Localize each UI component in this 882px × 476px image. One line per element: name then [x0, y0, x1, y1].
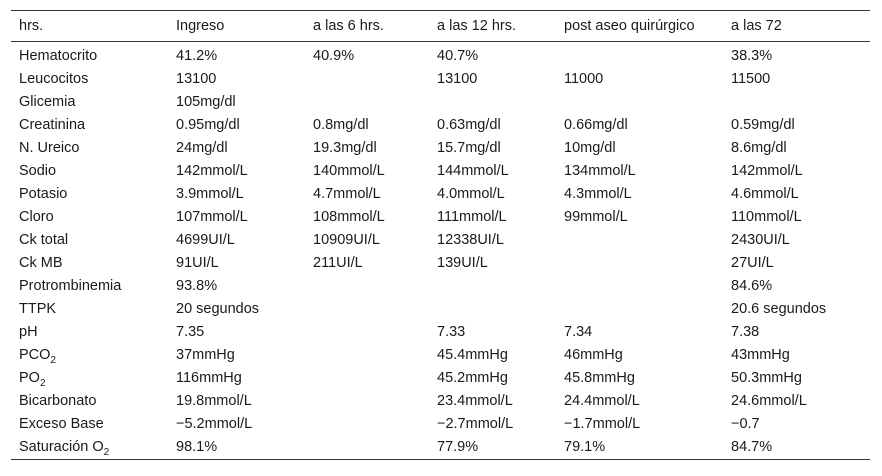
table-cell: 19.3mg/dl [313, 140, 377, 156]
table-cell: 0.63mg/dl [437, 117, 501, 133]
table-cell: 4.6mmol/L [731, 186, 799, 202]
table-cell: 13100 [437, 71, 478, 87]
row-label-text: Leucocitos [19, 71, 89, 87]
table-cell: 0.59mg/dl [731, 117, 795, 133]
row-label [11, 206, 176, 229]
row-label [11, 321, 176, 344]
table-cell: 7.38 [731, 324, 760, 340]
row-label-text: Protrombinemia [19, 278, 122, 294]
table-cell: 140mmol/L [313, 163, 385, 179]
column-header-72: a las 72 [731, 17, 782, 34]
table-cell: 27UI/L [731, 255, 774, 271]
table-cell [313, 321, 437, 344]
row-label [11, 390, 176, 413]
table-row [11, 367, 870, 390]
table-row [11, 390, 870, 413]
table-cell: 91UI/L [176, 255, 219, 271]
table-cell: 77.9% [437, 439, 479, 455]
table-cell [564, 298, 731, 321]
table-cell: 24.4mmol/L [564, 393, 640, 409]
table-cell: 45.4mmHg [437, 347, 508, 363]
table-row [11, 413, 870, 436]
row-label-text: Hematocrito [19, 48, 98, 64]
column-header-hrs: hrs. [19, 17, 44, 34]
row-label [11, 344, 176, 367]
table-cell: 0.66mg/dl [564, 117, 628, 133]
table-cell: 20.6 segundos [731, 301, 827, 317]
table-row [11, 206, 870, 229]
table-row [11, 114, 870, 137]
column-header-post-aseo: post aseo quirúrgico [564, 17, 695, 34]
row-label [11, 413, 176, 436]
table-cell [564, 252, 731, 275]
table-cell [313, 367, 437, 390]
table-cell: 23.4mmol/L [437, 393, 513, 409]
table-cell [313, 390, 437, 413]
row-label-text: Cloro [19, 209, 54, 225]
table-cell: 15.7mg/dl [437, 140, 501, 156]
table-cell: 46mmHg [564, 347, 623, 363]
table-cell: 84.7% [731, 439, 773, 455]
table-cell [437, 275, 564, 298]
table-cell [564, 229, 731, 252]
row-label-text: Exceso Base [19, 416, 104, 432]
row-label-text: TTPK [19, 301, 57, 317]
table-row [11, 91, 870, 114]
table-cell: 93.8% [176, 278, 218, 294]
table-cell: −5.2mmol/L [176, 416, 253, 432]
table-cell: 139UI/L [437, 255, 488, 271]
table-cell: 116mmHg [176, 370, 242, 386]
table-cell [313, 68, 437, 91]
table-cell: −1.7mmol/L [564, 416, 641, 432]
row-label-subscript: 2 [39, 378, 46, 389]
row-label-subscript: 2 [103, 447, 110, 458]
column-header-ingreso: Ingreso [176, 17, 225, 34]
row-label [11, 91, 176, 114]
row-label [11, 137, 176, 160]
table-cell: 11000 [564, 71, 604, 87]
table-row [11, 183, 870, 206]
table-row [11, 42, 870, 69]
table-cell: −0.7 [731, 416, 760, 432]
row-label [11, 114, 176, 137]
table-cell: 98.1% [176, 439, 218, 455]
table-cell [313, 275, 437, 298]
table-cell: 108mmol/L [313, 209, 385, 225]
table-row [11, 436, 870, 460]
table-cell: 12338UI/L [437, 232, 504, 248]
table-cell: 4.7mmol/L [313, 186, 381, 202]
table-row [11, 252, 870, 275]
row-label [11, 436, 176, 460]
table-row [11, 137, 870, 160]
row-label [11, 68, 176, 91]
table-row [11, 68, 870, 91]
table-cell [313, 413, 437, 436]
row-label-text: Creatinina [19, 117, 86, 133]
table-cell: 105mg/dl [176, 94, 236, 110]
table-cell: 0.8mg/dl [313, 117, 369, 133]
row-label-subscript: 2 [50, 355, 56, 366]
row-label [11, 42, 176, 69]
row-label-text: Saturación O [19, 439, 104, 455]
row-label-text: Sodio [19, 163, 57, 179]
table-cell: 111mmol/L [437, 209, 507, 225]
table-row [11, 321, 870, 344]
table-cell: 4.0mmol/L [437, 186, 505, 202]
table-cell: 142mmol/L [176, 163, 248, 179]
table-cell: 211UI/L [313, 255, 363, 271]
table-cell: 40.7% [437, 48, 479, 64]
table-cell: 11500 [731, 71, 771, 87]
table-cell: 43mmHg [731, 347, 790, 363]
table-row [11, 275, 870, 298]
row-label-text: Glicemia [19, 94, 76, 110]
row-label [11, 252, 176, 275]
table-cell: 45.8mmHg [564, 370, 635, 386]
table-row [11, 160, 870, 183]
table-cell [731, 91, 870, 114]
header-row [11, 11, 870, 42]
table-cell: 24.6mmol/L [731, 393, 807, 409]
table-cell: 110mmol/L [731, 209, 802, 225]
row-label-text: PCO [19, 347, 51, 363]
row-label [11, 275, 176, 298]
table-cell: 10909UI/L [313, 232, 380, 248]
table-cell: 7.34 [564, 324, 593, 340]
table-cell: 7.33 [437, 324, 466, 340]
table-cell [437, 298, 564, 321]
row-label-text: Ck MB [19, 255, 63, 271]
table-cell [564, 91, 731, 114]
table-cell: 45.2mmHg [437, 370, 508, 386]
table-cell [313, 436, 437, 460]
table-cell: −2.7mmol/L [437, 416, 514, 432]
table-cell: 19.8mmol/L [176, 393, 252, 409]
table-cell: 134mmol/L [564, 163, 636, 179]
row-label [11, 183, 176, 206]
table-cell: 38.3% [731, 48, 773, 64]
table-cell [313, 298, 437, 321]
table-cell: 8.6mg/dl [731, 140, 787, 156]
row-label-text: pH [19, 324, 38, 340]
row-label-text: Ck total [19, 232, 69, 248]
row-label [11, 229, 176, 252]
row-label [11, 160, 176, 183]
table-cell: 37mmHg [176, 347, 235, 363]
table-body [11, 42, 870, 460]
row-label-text: N. Ureico [19, 140, 80, 156]
table-cell: 144mmol/L [437, 163, 509, 179]
table-cell: 50.3mmHg [731, 370, 802, 386]
row-label-text: PO [19, 370, 40, 386]
table-cell: 107mmol/L [176, 209, 248, 225]
table-header [11, 11, 870, 42]
table-cell: 3.9mmol/L [176, 186, 244, 202]
row-label [11, 298, 176, 321]
table-cell: 10mg/dl [564, 140, 616, 156]
table-cell: 0.95mg/dl [176, 117, 240, 133]
lab-results-table [11, 10, 870, 460]
table-cell: 41.2% [176, 48, 218, 64]
table-cell: 13100 [176, 71, 217, 87]
table-cell: 79.1% [564, 439, 606, 455]
row-label [11, 367, 176, 390]
table-cell: 84.6% [731, 278, 773, 294]
table-cell: 20 segundos [176, 301, 260, 317]
table-cell [437, 91, 564, 114]
table-cell: 99mmol/L [564, 209, 628, 225]
table-cell [564, 42, 731, 69]
table-cell: 4699UI/L [176, 232, 235, 248]
table-cell [313, 91, 437, 114]
column-header-12hrs: a las 12 hrs. [437, 17, 516, 34]
table-cell: 2430UI/L [731, 232, 790, 248]
table-row [11, 344, 870, 367]
row-label-text: Bicarbonato [19, 393, 97, 409]
table-row [11, 229, 870, 252]
row-label-text: Potasio [19, 186, 68, 202]
table-cell [313, 344, 437, 367]
column-header-6hrs: a las 6 hrs. [313, 17, 384, 34]
table-row [11, 298, 870, 321]
table-cell: 40.9% [313, 48, 355, 64]
table-cell: 7.35 [176, 324, 205, 340]
table-cell: 24mg/dl [176, 140, 228, 156]
table-cell [564, 275, 731, 298]
table-cell: 4.3mmol/L [564, 186, 632, 202]
table-cell: 142mmol/L [731, 163, 803, 179]
